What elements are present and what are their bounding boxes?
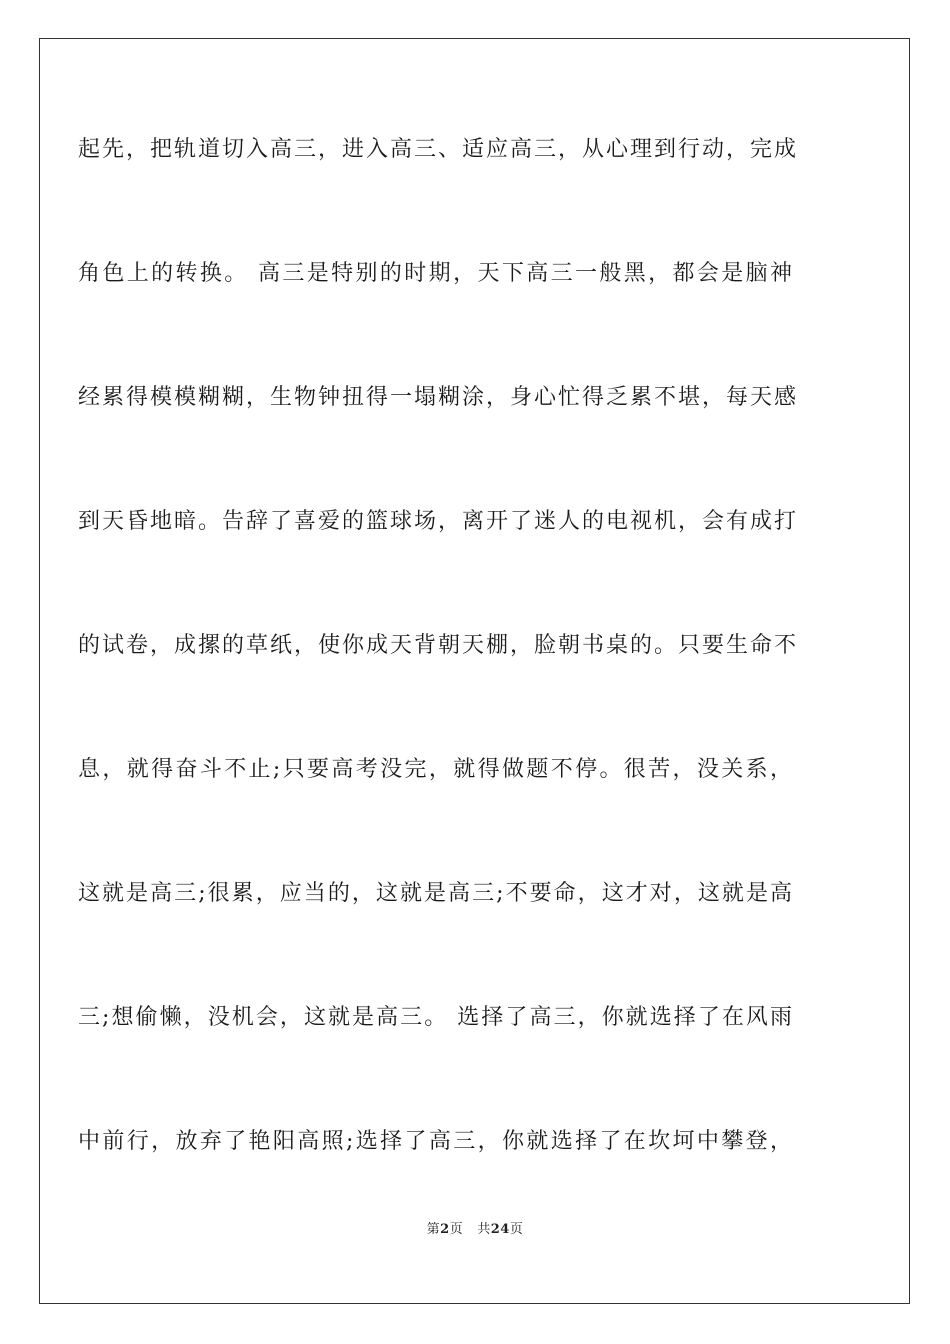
total-prefix: 共 [477,1222,491,1237]
total-pages: 24 [490,1222,510,1237]
page-suffix: 页 [449,1222,464,1237]
text-line: 三;想偷懒，没机会，这就是高三。 选择了高三，你就选择了在风雨 [78,1005,794,1030]
text-line: 起先，把轨道切入高三，进入高三、适应高三，从心理到行动，完成 [78,137,799,162]
text-line: 息，就得奋斗不止;只要高考没完，就得做题不停。很苦，没关系， [78,757,794,782]
text-line: 到天昏地暗。告辞了喜爱的篮球场，离开了迷人的电视机，会有成打 [78,509,799,534]
page-footer [0,1218,950,1237]
text-line: 这就是高三;很累，应当的，这就是高三;不要命，这才对，这就是高 [78,881,794,906]
page-prefix: 第 [426,1222,441,1237]
page-border [39,38,910,1304]
text-line: 的试卷，成摞的草纸，使你成天背朝天棚，脸朝书桌的。只要生命不 [78,633,799,658]
total-suffix: 页 [509,1222,524,1237]
text-line: 经累得模模糊糊，生物钟扭得一塌糊涂，身心忙得乏累不堪，每天感 [78,385,799,410]
page-number: 2 [440,1222,450,1237]
text-line: 中前行，放弃了艳阳高照;选择了高三，你就选择了在坎坷中攀登， [78,1129,794,1154]
text-line: 角色上的转换。 高三是特别的时期，天下高三一般黑，都会是脑神 [78,261,794,286]
